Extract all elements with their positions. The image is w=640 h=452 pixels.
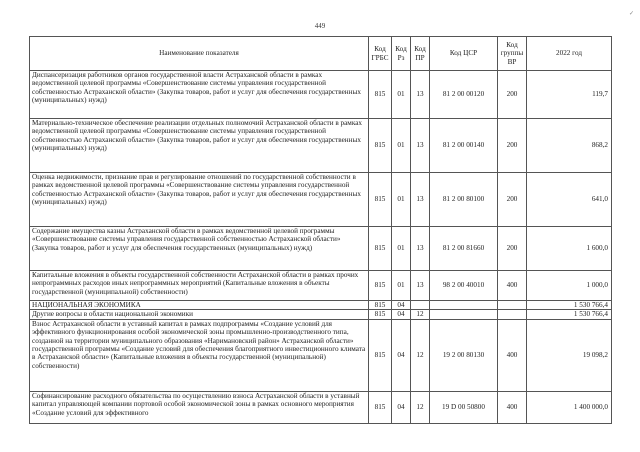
row-pr: 13 xyxy=(411,227,430,271)
table-row xyxy=(30,71,612,119)
row-vr: 200 xyxy=(498,227,527,271)
row-name: Диспансеризация работников органов государственной власти Астраханской области в рамках ведомственной целевой программы «Совершенствование системы управления государственной собственностью Астраханской области» (Закупка товаров, работ и услуг для обеспечения государственных (муниципальных) нужд) xyxy=(30,71,369,119)
row-name: Содержание имущества казны Астраханской области в рамках ведомственной целевой программы «Совершенствование системы управления государственной собственностью Астраханской области» (Закупка товаров, работ и услуг для обеспечения государственных (муниципальных) нужд) xyxy=(30,227,369,271)
row-value: 1 600,0 xyxy=(527,227,612,271)
header-grbs: Код ГРБС xyxy=(369,37,392,71)
row-value: 119,7 xyxy=(527,71,612,119)
row-value: 868,2 xyxy=(527,119,612,173)
row-grbs: 815 xyxy=(369,310,392,319)
page-number: 449 xyxy=(314,22,326,30)
row-pr xyxy=(411,301,430,310)
row-pr: 12 xyxy=(411,391,430,423)
row-grbs: 815 xyxy=(369,173,392,227)
budget-table xyxy=(29,36,612,424)
row-value: 641,0 xyxy=(527,173,612,227)
row-vr: 400 xyxy=(498,271,527,301)
table-row xyxy=(30,391,612,423)
row-name: Оценка недвижимости, признание прав и регулирование отношений по государственной собственности в рамках ведомственной целевой программы «Совершенствование системы управления государственной собственностью Астраханской области» (Закупка товаров, работ и услуг для обеспечения государственных (муниципальных) нужд) xyxy=(30,173,369,227)
header-csr: Код ЦСР xyxy=(430,37,498,71)
row-vr xyxy=(498,301,527,310)
header-name: Наименование показателя xyxy=(30,37,369,71)
row-vr xyxy=(498,310,527,319)
header-rz: Код Рз xyxy=(392,37,411,71)
row-rz: 04 xyxy=(392,310,411,319)
row-rz: 01 xyxy=(392,173,411,227)
row-grbs: 815 xyxy=(369,319,392,391)
table-header-row xyxy=(30,37,612,71)
table-row xyxy=(30,271,612,301)
corner-mark: ✓ xyxy=(628,11,634,17)
row-pr: 13 xyxy=(411,119,430,173)
row-value: 19 098,2 xyxy=(527,319,612,391)
row-grbs: 815 xyxy=(369,271,392,301)
row-value: 1 000,0 xyxy=(527,271,612,301)
row-name: Взнос Астраханской области в уставный капитал в рамках подпрограммы «Создание условий для эффективного функционирования особой экономической зоны промышленно-производственного типа, созданной на территории муниципального образования «Наримановский район» Астраханской области» государственной программы «Создание условий для обеспечения благоприятного инвестиционного климата в Астраханской области» (Капитальные вложения в объекты государственной (муниципальной) собственности) xyxy=(30,319,369,391)
header-vr: Код группы ВР xyxy=(498,37,527,71)
row-grbs: 815 xyxy=(369,71,392,119)
row-pr: 12 xyxy=(411,319,430,391)
row-vr: 400 xyxy=(498,319,527,391)
row-csr: 98 2 00 40010 xyxy=(430,271,498,301)
row-csr: 19 2 00 80130 xyxy=(430,319,498,391)
row-name: НАЦИОНАЛЬНАЯ ЭКОНОМИКА xyxy=(30,301,369,310)
table-row xyxy=(30,310,612,319)
row-grbs: 815 xyxy=(369,391,392,423)
row-pr: 12 xyxy=(411,310,430,319)
row-name: Софинансирование расходного обязательства по осуществлению взноса Астраханской области в уставный капитал управляющей компании портовой особой экономической зоны в рамках основного мероприятия «Создание условий для эффективного xyxy=(30,391,369,423)
row-csr xyxy=(430,310,498,319)
row-grbs: 815 xyxy=(369,301,392,310)
row-csr: 81 2 00 00140 xyxy=(430,119,498,173)
row-pr: 13 xyxy=(411,173,430,227)
row-rz: 01 xyxy=(392,119,411,173)
row-vr: 200 xyxy=(498,173,527,227)
row-rz: 04 xyxy=(392,391,411,423)
row-value: 1 530 766,4 xyxy=(527,310,612,319)
row-name: Материально-техническое обеспечение реализации отдельных полномочий Астраханской области в рамках ведомственной целевой программы «Совершенствование системы управления государственной собственностью Астраханской области» (Закупка товаров, работ и услуг для обеспечения государственных (муниципальных) нужд) xyxy=(30,119,369,173)
header-year: 2022 год xyxy=(527,37,612,71)
row-value: 1 400 000,0 xyxy=(527,391,612,423)
row-rz: 04 xyxy=(392,319,411,391)
row-csr: 19 D 00 50800 xyxy=(430,391,498,423)
row-name: Другие вопросы в области национальной экономики xyxy=(30,310,369,319)
table-row xyxy=(30,119,612,173)
row-csr: 81 2 00 81660 xyxy=(430,227,498,271)
header-pr: Код ПР xyxy=(411,37,430,71)
row-csr: 81 2 00 00120 xyxy=(430,71,498,119)
row-rz: 01 xyxy=(392,71,411,119)
row-grbs: 815 xyxy=(369,227,392,271)
row-pr: 13 xyxy=(411,71,430,119)
row-rz: 01 xyxy=(392,271,411,301)
row-vr: 400 xyxy=(498,391,527,423)
row-name: Капитальные вложения в объекты государственной собственности Астраханской области в рамках прочих непрограммных расходов иных непрограммных мероприятий (Капитальные вложения в объекты государственной (муниципальной) собственности) xyxy=(30,271,369,301)
row-vr: 200 xyxy=(498,119,527,173)
row-rz: 01 xyxy=(392,227,411,271)
row-csr xyxy=(430,301,498,310)
table-row xyxy=(30,227,612,271)
row-value: 1 530 766,4 xyxy=(527,301,612,310)
row-pr: 13 xyxy=(411,271,430,301)
table-row xyxy=(30,319,612,391)
row-grbs: 815 xyxy=(369,119,392,173)
row-rz: 04 xyxy=(392,301,411,310)
table-row xyxy=(30,301,612,310)
row-vr: 200 xyxy=(498,71,527,119)
table-row xyxy=(30,173,612,227)
row-csr: 81 2 00 80100 xyxy=(430,173,498,227)
